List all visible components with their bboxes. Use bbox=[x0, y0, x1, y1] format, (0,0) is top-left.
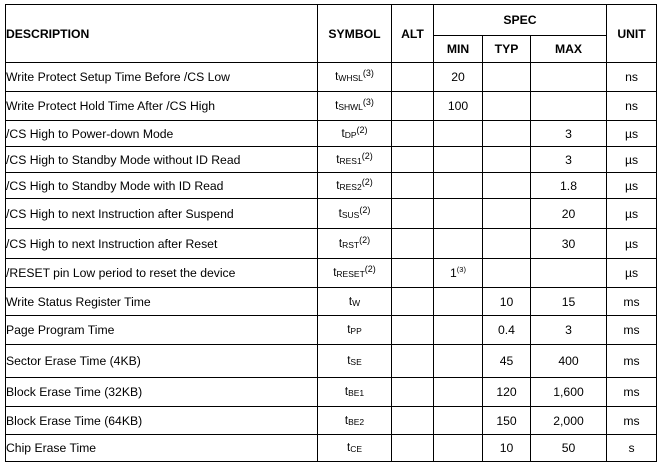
cell-unit: s bbox=[607, 435, 657, 462]
cell-max: 30 bbox=[531, 229, 607, 259]
table-row bbox=[6, 259, 657, 288]
cell-typ bbox=[483, 92, 531, 121]
min-footnote: (3) bbox=[456, 265, 466, 274]
cell-description: /CS High to Standby Mode without ID Read bbox=[6, 147, 318, 173]
cell-symbol bbox=[318, 345, 392, 378]
header-spec: SPEC bbox=[434, 5, 607, 36]
cell-description: /CS High to Power-down Mode bbox=[6, 121, 318, 147]
cell-max: 20 bbox=[531, 199, 607, 229]
cell-alt bbox=[392, 147, 434, 173]
table-row bbox=[6, 229, 657, 259]
symbol-note: (2) bbox=[361, 150, 373, 161]
symbol-subscript: RST bbox=[342, 239, 360, 250]
cell-unit: µs bbox=[607, 199, 657, 229]
cell-description: /CS High to next Instruction after Suspend bbox=[6, 199, 318, 229]
header-description: DESCRIPTION bbox=[6, 5, 318, 63]
cell-symbol bbox=[318, 92, 392, 121]
cell-min bbox=[434, 199, 483, 229]
table-row bbox=[6, 378, 657, 407]
cell-typ bbox=[483, 259, 531, 288]
symbol-subscript: DP bbox=[344, 129, 357, 140]
cell-min bbox=[434, 92, 483, 121]
cell-symbol bbox=[318, 229, 392, 259]
cell-min bbox=[434, 147, 483, 173]
cell-typ: 150 bbox=[483, 407, 531, 435]
cell-typ: 10 bbox=[483, 288, 531, 316]
table-body bbox=[6, 63, 657, 462]
cell-typ: 0.4 bbox=[483, 316, 531, 345]
cell-symbol bbox=[318, 259, 392, 288]
symbol-note: (3) bbox=[362, 68, 374, 78]
cell-unit: ms bbox=[607, 288, 657, 316]
symbol-base: t bbox=[338, 237, 343, 250]
cell-min bbox=[434, 288, 483, 316]
symbol-base: t bbox=[346, 442, 351, 454]
symbol-subscript: SUS bbox=[341, 209, 360, 220]
cell-typ: 120 bbox=[483, 378, 531, 407]
cell-typ: 10 bbox=[483, 435, 531, 462]
cell-typ bbox=[483, 199, 531, 229]
cell-alt bbox=[392, 407, 434, 435]
cell-alt bbox=[392, 288, 434, 316]
cell-max: 3 bbox=[531, 147, 607, 173]
symbol-base: t bbox=[344, 414, 349, 427]
cell-max bbox=[531, 63, 607, 92]
cell-typ: 45 bbox=[483, 345, 531, 378]
symbol-note: (2) bbox=[359, 234, 371, 245]
cell-symbol bbox=[318, 147, 392, 173]
cell-unit: µs bbox=[607, 173, 657, 199]
cell-symbol bbox=[318, 173, 392, 199]
symbol-subscript: CE bbox=[350, 444, 362, 454]
min-value: 1 bbox=[450, 266, 457, 280]
cell-alt bbox=[392, 378, 434, 407]
cell-typ bbox=[483, 173, 531, 199]
symbol-base: t bbox=[348, 295, 353, 308]
table-row bbox=[6, 288, 657, 316]
cell-symbol bbox=[318, 435, 392, 462]
table-row bbox=[6, 63, 657, 92]
cell-unit: ms bbox=[607, 378, 657, 407]
symbol-base: t bbox=[338, 207, 342, 220]
cell-unit: ms bbox=[607, 316, 657, 345]
cell-description: /CS High to Standby Mode with ID Read bbox=[6, 173, 318, 199]
cell-alt bbox=[392, 316, 434, 345]
cell-alt bbox=[392, 345, 434, 378]
cell-unit: ns bbox=[607, 92, 657, 121]
table-row bbox=[6, 121, 657, 147]
cell-unit: ns bbox=[607, 63, 657, 92]
cell-max: 3 bbox=[531, 316, 607, 345]
cell-max: 400 bbox=[531, 345, 607, 378]
cell-max: 1.8 bbox=[531, 173, 607, 199]
symbol-subscript: W bbox=[352, 297, 361, 308]
cell-max: 3 bbox=[531, 121, 607, 147]
symbol-note: (2) bbox=[359, 204, 371, 215]
symbol-subscript: RES2 bbox=[339, 181, 362, 192]
table-row bbox=[6, 407, 657, 435]
symbol-subscript: SE bbox=[350, 357, 362, 367]
cell-unit: µs bbox=[607, 147, 657, 173]
symbol-subscript: BE2 bbox=[348, 416, 365, 427]
cell-description: /CS High to next Instruction after Reset bbox=[6, 229, 318, 259]
symbol-base: t bbox=[347, 324, 351, 336]
symbol-base: t bbox=[333, 267, 337, 279]
header-unit: UNIT bbox=[607, 5, 657, 63]
cell-alt bbox=[392, 435, 434, 462]
header-typ: TYP bbox=[483, 36, 531, 63]
cell-alt bbox=[392, 199, 434, 229]
symbol-base: t bbox=[336, 153, 340, 166]
min-value: 100 bbox=[447, 99, 469, 113]
cell-max bbox=[531, 92, 607, 121]
cell-symbol bbox=[318, 316, 392, 345]
table-row bbox=[6, 173, 657, 199]
cell-alt bbox=[392, 92, 434, 121]
cell-typ bbox=[483, 121, 531, 147]
cell-symbol bbox=[318, 407, 392, 435]
header-max: MAX bbox=[531, 36, 607, 63]
symbol-subscript: WHSL bbox=[338, 73, 363, 83]
cell-alt bbox=[392, 173, 434, 199]
cell-description: Block Erase Time (32KB) bbox=[6, 378, 318, 407]
min-value: 20 bbox=[451, 70, 465, 84]
table-row bbox=[6, 147, 657, 173]
symbol-subscript: RESET bbox=[336, 269, 365, 279]
cell-symbol bbox=[318, 63, 392, 92]
symbol-subscript: BE1 bbox=[348, 388, 365, 398]
cell-unit: µs bbox=[607, 121, 657, 147]
cell-min bbox=[434, 121, 483, 147]
cell-symbol bbox=[318, 288, 392, 316]
cell-max: 50 bbox=[531, 435, 607, 462]
cell-description: Write Status Register Time bbox=[6, 288, 318, 316]
cell-description: Block Erase Time (64KB) bbox=[6, 407, 318, 435]
cell-max: 1,600 bbox=[531, 378, 607, 407]
cell-max: 2,000 bbox=[531, 407, 607, 435]
cell-alt bbox=[392, 63, 434, 92]
symbol-note: (2) bbox=[361, 176, 373, 187]
cell-description: Page Program Time bbox=[6, 316, 318, 345]
cell-symbol bbox=[318, 121, 392, 147]
symbol-note: (3) bbox=[362, 97, 374, 107]
symbol-subscript: SHWL bbox=[338, 102, 363, 112]
header-symbol: SYMBOL bbox=[318, 5, 392, 63]
cell-typ bbox=[483, 147, 531, 173]
table-row bbox=[6, 316, 657, 345]
cell-unit: ms bbox=[607, 345, 657, 378]
symbol-base: t bbox=[336, 179, 340, 192]
cell-description: /RESET pin Low period to reset the device bbox=[6, 259, 318, 288]
table-row bbox=[6, 199, 657, 229]
symbol-base: t bbox=[347, 355, 351, 367]
symbol-base: t bbox=[344, 386, 349, 398]
ac-timing-table bbox=[5, 4, 657, 462]
cell-max: 15 bbox=[531, 288, 607, 316]
cell-min bbox=[434, 435, 483, 462]
cell-min bbox=[434, 378, 483, 407]
table-row bbox=[6, 435, 657, 462]
symbol-note: (2) bbox=[356, 124, 368, 135]
cell-description: Write Protect Hold Time After /CS High bbox=[6, 92, 318, 121]
cell-min bbox=[434, 316, 483, 345]
header-alt: ALT bbox=[392, 5, 434, 63]
cell-description: Sector Erase Time (4KB) bbox=[6, 345, 318, 378]
symbol-base: t bbox=[335, 71, 339, 83]
cell-min bbox=[434, 229, 483, 259]
symbol-subscript: RES1 bbox=[339, 155, 362, 166]
cell-min bbox=[434, 259, 483, 288]
cell-description: Chip Erase Time bbox=[6, 435, 318, 462]
cell-unit: µs bbox=[607, 229, 657, 259]
table-row bbox=[6, 345, 657, 378]
cell-unit: ms bbox=[607, 407, 657, 435]
cell-symbol bbox=[318, 199, 392, 229]
cell-alt bbox=[392, 121, 434, 147]
cell-typ bbox=[483, 63, 531, 92]
symbol-subscript: PP bbox=[350, 326, 362, 336]
cell-description: Write Protect Setup Time Before /CS Low bbox=[6, 63, 318, 92]
cell-max bbox=[531, 259, 607, 288]
cell-typ bbox=[483, 229, 531, 259]
cell-min bbox=[434, 173, 483, 199]
cell-alt bbox=[392, 229, 434, 259]
table-row bbox=[6, 92, 657, 121]
cell-min bbox=[434, 407, 483, 435]
cell-min bbox=[434, 345, 483, 378]
cell-min bbox=[434, 63, 483, 92]
header-min: MIN bbox=[434, 36, 483, 63]
cell-unit: µs bbox=[607, 259, 657, 288]
symbol-base: t bbox=[335, 100, 339, 112]
cell-alt bbox=[392, 259, 434, 288]
cell-symbol bbox=[318, 378, 392, 407]
symbol-base: t bbox=[341, 127, 345, 140]
symbol-note: (2) bbox=[364, 264, 376, 274]
